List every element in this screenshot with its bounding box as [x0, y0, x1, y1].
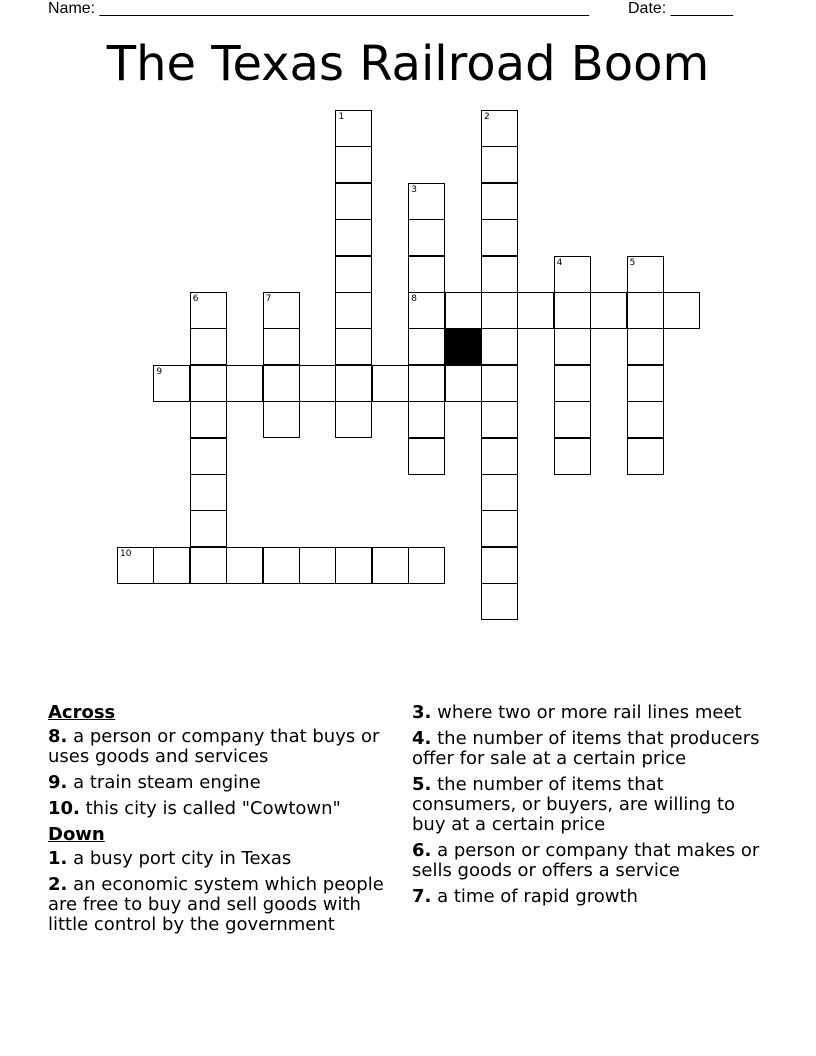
clue-number-label: 4: [556, 257, 563, 268]
grid-cell[interactable]: [190, 510, 227, 547]
clue-across-10: [48, 799, 403, 819]
name-field-label[interactable]: Name: _______________________________________________________: [48, 0, 589, 17]
clues-right-column: [412, 703, 762, 913]
grid-cell[interactable]: [408, 256, 445, 293]
grid-cell[interactable]: [299, 547, 336, 584]
grid-cell[interactable]: [481, 401, 518, 438]
grid-cell[interactable]: [408, 292, 445, 329]
grid-cell[interactable]: [190, 401, 227, 438]
grid-cell[interactable]: [190, 438, 227, 475]
clue-number: 3.: [412, 702, 432, 723]
across-heading: Across: [48, 702, 116, 723]
grid-cell[interactable]: [190, 292, 227, 329]
page-title: The Texas Railroad Boom: [106, 36, 710, 92]
grid-cell[interactable]: [481, 474, 518, 511]
date-field-label[interactable]: Date: _______: [628, 0, 733, 17]
grid-cell[interactable]: [554, 401, 591, 438]
grid-cell[interactable]: [481, 146, 518, 183]
grid-cell[interactable]: [335, 146, 372, 183]
grid-cell[interactable]: [663, 292, 700, 329]
clue-number: 1.: [48, 848, 68, 869]
grid-cell[interactable]: [335, 365, 372, 402]
grid-cell[interactable]: [445, 292, 482, 329]
grid-cell[interactable]: [299, 365, 336, 402]
grid-cell[interactable]: [263, 292, 300, 329]
grid-cell[interactable]: [335, 219, 372, 256]
grid-cell[interactable]: [481, 510, 518, 547]
clue-across-8: [48, 727, 403, 767]
clue-number-label: 3: [411, 184, 417, 195]
grid-cell[interactable]: [517, 292, 554, 329]
clue-number: 8.: [48, 726, 68, 747]
grid-cell[interactable]: [372, 547, 409, 584]
grid-cell[interactable]: [481, 583, 518, 620]
clue-number-label: 7: [265, 294, 272, 304]
clue-down-4: [412, 729, 762, 769]
grid-cell[interactable]: [335, 256, 372, 293]
grid-cell[interactable]: [226, 365, 263, 402]
grid-cell[interactable]: [554, 256, 591, 293]
grid-cell[interactable]: [590, 292, 627, 329]
grid-cell[interactable]: [263, 547, 300, 584]
clue-number-label: 6: [192, 294, 199, 304]
clue-text: this city is called "Cowtown": [85, 798, 341, 819]
grid-cell[interactable]: [554, 292, 591, 329]
grid-cell[interactable]: [408, 219, 445, 256]
clue-text: the number of items that consumers, or buyers, are willing to buy at a certain price: [412, 774, 736, 835]
clue-number-label: 1: [338, 112, 345, 122]
clue-number: 4.: [412, 728, 432, 749]
clue-down-6: [412, 841, 762, 881]
grid-cell[interactable]: [481, 256, 518, 293]
grid-cell[interactable]: [481, 365, 518, 402]
grid-cell[interactable]: [554, 438, 591, 475]
grid-cell[interactable]: [408, 401, 445, 438]
clue-number-label: 8: [411, 294, 417, 304]
grid-cell[interactable]: [335, 183, 372, 220]
clue-number-label: 9: [156, 366, 163, 377]
clue-number-label: 2: [484, 112, 490, 122]
clue-down-2: [48, 875, 403, 935]
clue-text: a train steam engine: [73, 772, 261, 793]
grid-cell[interactable]: [335, 401, 372, 438]
clue-number: 10.: [48, 798, 80, 819]
grid-cell[interactable]: [627, 292, 664, 329]
clue-number: 7.: [412, 886, 432, 907]
grid-cell[interactable]: [153, 547, 190, 584]
clue-across-9: [48, 773, 403, 793]
clue-number: 6.: [412, 840, 432, 861]
grid-cell[interactable]: [117, 547, 154, 584]
grid-cell[interactable]: [481, 328, 518, 365]
grid-cell[interactable]: [481, 110, 518, 147]
clues-left-column: [48, 703, 403, 941]
clue-text: a busy port city in Texas: [73, 848, 292, 869]
grid-cell[interactable]: [627, 328, 664, 365]
grid-cell[interactable]: [335, 110, 372, 147]
clue-down-7: [412, 887, 762, 907]
grid-cell[interactable]: [335, 547, 372, 584]
grid-cell[interactable]: [481, 438, 518, 475]
clue-text: an economic system which people are free to buy and sell goods with little control by the government: [48, 874, 384, 935]
grid-cell[interactable]: [481, 183, 518, 220]
grid-cell[interactable]: [190, 547, 227, 584]
clue-number: 9.: [48, 772, 68, 793]
clue-number: 5.: [412, 774, 432, 795]
grid-cell[interactable]: [408, 365, 445, 402]
grid-cell[interactable]: [335, 292, 372, 329]
clue-down-5: [412, 775, 762, 835]
grid-cell[interactable]: [190, 365, 227, 402]
clue-number-label: 5: [629, 257, 636, 268]
grid-cell[interactable]: [627, 365, 664, 402]
grid-cell[interactable]: [408, 183, 445, 220]
grid-cell[interactable]: [263, 365, 300, 402]
grid-cell[interactable]: [481, 219, 518, 256]
clue-text: the number of items that producers offer for sale at a certain price: [412, 728, 760, 769]
clue-text: a person or company that makes or sells goods or offers a service: [412, 840, 760, 881]
grid-cell[interactable]: [445, 365, 482, 402]
clue-text: a time of rapid growth: [437, 886, 638, 907]
grid-cell[interactable]: [372, 365, 409, 402]
clue-down-3: [412, 703, 762, 723]
grid-cell[interactable]: [627, 438, 664, 475]
clue-text: a person or company that buys or uses goods and services: [48, 726, 380, 767]
grid-cell[interactable]: [481, 292, 518, 329]
grid-cell[interactable]: [153, 365, 190, 402]
grid-cell[interactable]: [408, 438, 445, 475]
clue-number: 2.: [48, 874, 68, 895]
grid-cell[interactable]: [263, 401, 300, 438]
clue-down-1: [48, 849, 403, 869]
grid-cell[interactable]: [190, 328, 227, 365]
grid-cell[interactable]: [226, 547, 263, 584]
grid-cell[interactable]: [263, 328, 300, 365]
clue-number-label: 10: [120, 548, 132, 559]
grid-cell[interactable]: [627, 256, 664, 293]
grid-cell[interactable]: [554, 328, 591, 365]
grid-cell[interactable]: [408, 328, 445, 365]
grid-cell[interactable]: [335, 328, 372, 365]
grid-block-cell: [445, 328, 482, 365]
grid-cell[interactable]: [627, 401, 664, 438]
grid-cell[interactable]: [408, 547, 445, 584]
down-heading: Down: [48, 824, 105, 845]
grid-cell[interactable]: [554, 365, 591, 402]
grid-cell[interactable]: [481, 547, 518, 584]
grid-cell[interactable]: [190, 474, 227, 511]
clue-text: where two or more rail lines meet: [437, 702, 742, 723]
